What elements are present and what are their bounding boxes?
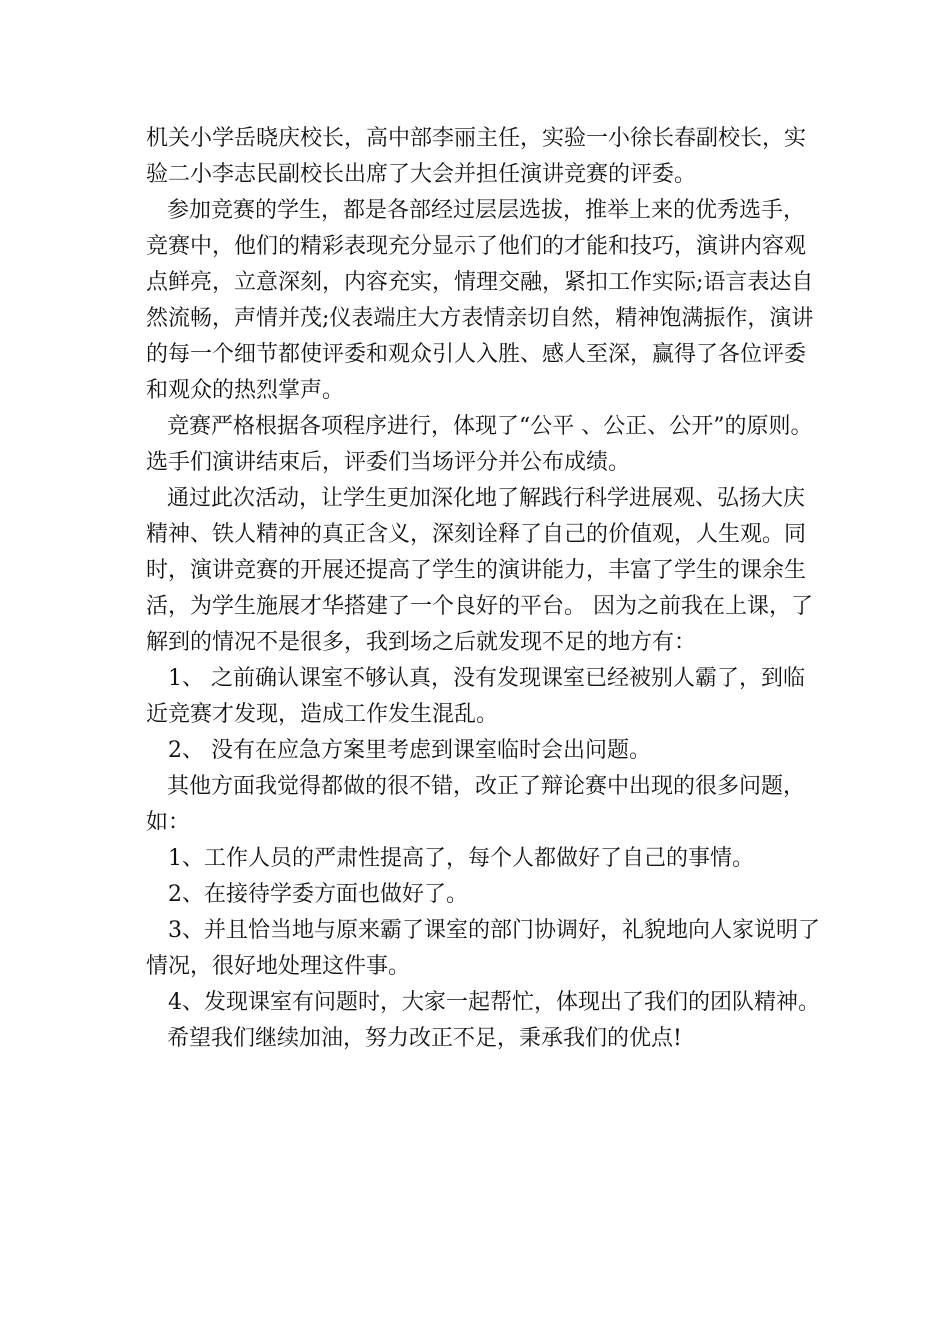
paragraph-activity-summary: 通过此次活动，让学生更加深化地了解践行科学进展观、弘扬大庆精神、铁人精神的真正含义，深刻诠释了自己的价值观，人生观。同时，演讲竞赛的开展还提高了学生的演讲能力，丰富了学生的课余生活，为学生施展才华搭建了一个良好的平台。 因为之前我在上课，了解到的情况不是很多，我到场之后就发现不足的地方有： <box>146 486 813 655</box>
paragraph-closing: 希望我们继续加油，努力改正不足，秉承我们的优点! <box>167 1026 682 1051</box>
list-item-shortcoming-2: 2、 没有在应急方案里考虑到课室临时会出问题。 <box>168 738 651 763</box>
list-item-shortcoming-1: 1、 之前确认课室不够认真，没有发现课室已经被别人霸了，到临近竞赛才发现，造成工作发生混乱。 <box>146 666 805 727</box>
list-item-strength-2: 2、在接待学委方面也做好了。 <box>168 882 468 907</box>
paragraph-contestants: 参加竞赛的学生，都是各部经过层层选拔，推举上来的优秀选手，竞赛中，他们的精彩表现充分显示了他们的才能和技巧，演讲内容观点鲜亮，立意深刻，内容充实，情理交融，紧扣工作实际;语言表达自然流畅，声情并茂;仪表端庄大方表情亲切自然，精神饱满振作，演讲的每一个细节都使评委和观众引人入胜、感人至深，赢得了各位评委和观众的热烈掌声。 <box>146 198 814 403</box>
document-body <box>146 121 826 1057</box>
paragraph-strengths-intro: 其他方面我觉得都做的很不错，改正了辩论赛中出现的很多问题，如： <box>146 774 806 835</box>
paragraph-procedure: 竞赛严格根据各项程序进行，体现了“公平 、公正、公开”的原则。选手们演讲结束后，评委们当场评分并公布成绩。 <box>146 414 813 475</box>
paragraph-judges: 机关小学岳晓庆校长，高中部李丽主任，实验一小徐长春副校长，实验二小李志民副校长出席了大会并担任演讲竞赛的评委。 <box>146 126 807 187</box>
list-item-strength-1: 1、工作人员的严肃性提高了，每个人都做好了自己的事情。 <box>168 846 754 871</box>
list-item-strength-4: 4、发现课室有问题时，大家一起帮忙，体现出了我们的团队精神。 <box>168 990 820 1015</box>
list-item-strength-3: 3、并且恰当地与原来霸了课室的部门协调好，礼貌地向人家说明了情况，很好地处理这件事。 <box>146 918 820 979</box>
